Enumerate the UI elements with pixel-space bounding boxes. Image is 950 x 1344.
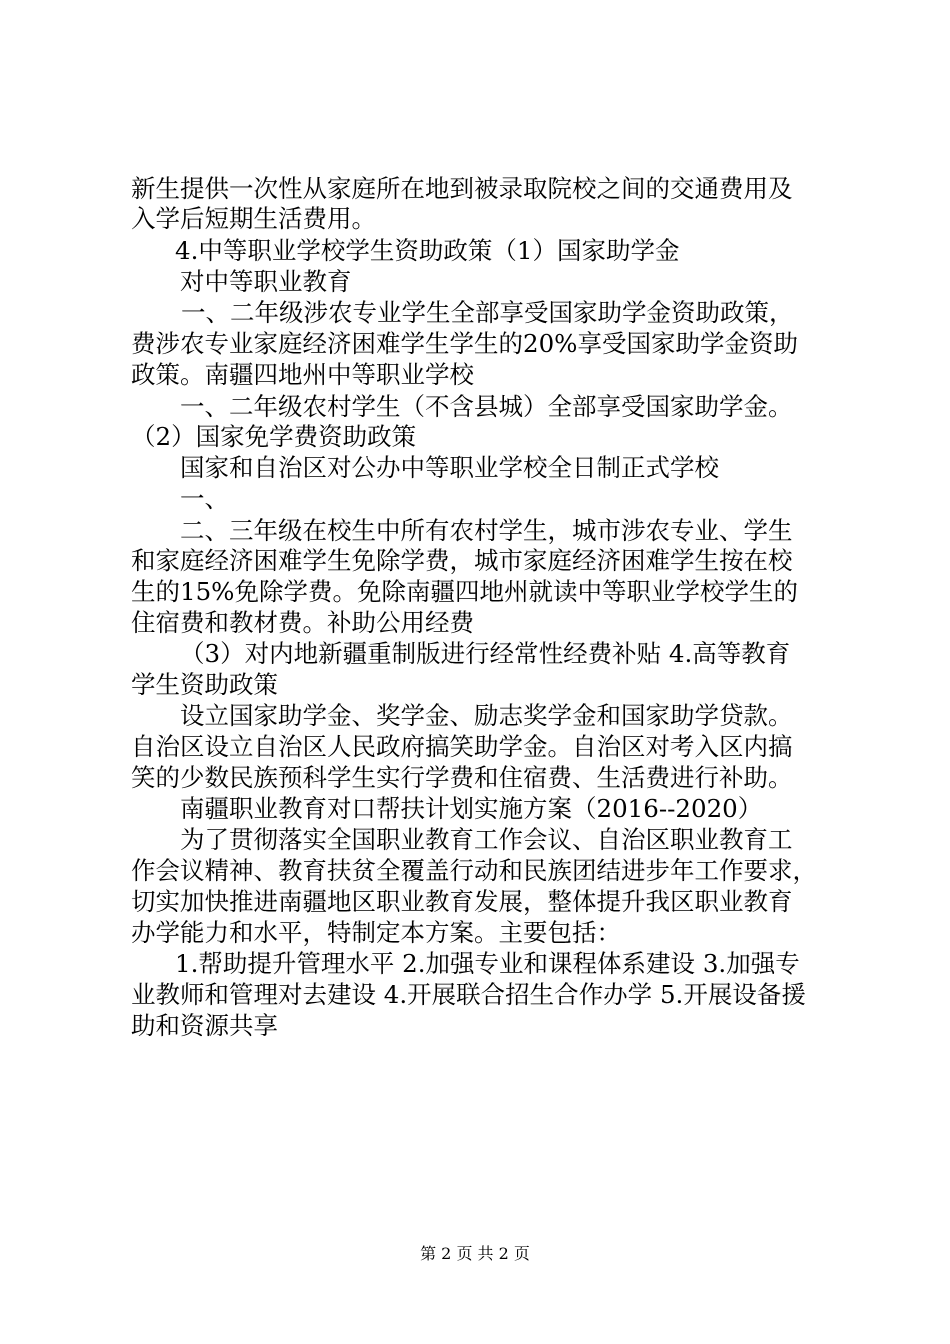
page-footer (0, 1243, 950, 1265)
text-line: 新生提供一次性从家庭所在地到被录取院校之间的交通费用及 (131, 174, 793, 203)
text-line: （2）国家免学费资助政策 (131, 422, 417, 451)
text-line: 二、三年级在校生中所有农村学生，城市涉农专业、学生 (180, 516, 793, 545)
text-line: 助和资源共享 (131, 1011, 278, 1040)
text-line: 一、 (180, 484, 229, 513)
text-line: （3）对内地新疆重制版进行经常性经费补贴 4.高等教育 (180, 639, 791, 668)
text-line: 4.中等职业学校学生资助政策（1）国家助学金 (175, 236, 680, 265)
text-line: 生的15%免除学费。免除南疆四地州就读中等职业学校学生的 (131, 577, 798, 606)
text-line: 办学能力和水平，特制定本方案。主要包括： (131, 918, 621, 947)
page-number-label: 第 2 页 共 2 页 (420, 1244, 530, 1263)
text-line: 南疆职业教育对口帮扶计划实施方案（2016--2020） (180, 794, 763, 823)
text-line: 1.帮助提升管理水平 2.加强专业和课程体系建设 3.加强专 (175, 949, 800, 978)
text-line: 国家和自治区对公办中等职业学校全日制正式学校 (180, 453, 719, 482)
text-line: 笑的少数民族预科学生实行学费和住宿费、生活费进行补助。 (131, 763, 793, 792)
text-line: 一、二年级农村学生（不含县城）全部享受国家助学金。 (180, 392, 793, 421)
text-line: 和家庭经济困难学生免除学费，城市家庭经济困难学生按在校 (131, 546, 793, 575)
text-line: 业教师和管理对去建设 4.开展联合招生合作办学 5.开展设备援 (131, 980, 806, 1009)
text-line: 政策。南疆四地州中等职业学校 (131, 360, 474, 389)
text-line: 切实加快推进南疆地区职业教育发展，整体提升我区职业教育 (131, 887, 793, 916)
text-line: 对中等职业教育 (180, 267, 352, 296)
text-line: 入学后短期生活费用。 (131, 204, 376, 233)
text-line: 学生资助政策 (131, 670, 278, 699)
text-line: 自治区设立自治区人民政府搞笑助学金。自治区对考入区内搞 (131, 732, 793, 761)
text-line: 费涉农专业家庭经济困难学生学生的20%享受国家助学金资助 (131, 329, 798, 358)
text-line: 住宿费和教材费。补助公用经费 (131, 608, 474, 637)
text-line: 为了贯彻落实全国职业教育工作会议、自治区职业教育工 (180, 825, 793, 854)
text-line: 一、二年级涉农专业学生全部享受国家助学金资助政策， (181, 298, 794, 327)
text-line: 设立国家助学金、奖学金、励志奖学金和国家助学贷款。 (180, 701, 793, 730)
text-line: 作会议精神、教育扶贫全覆盖行动和民族团结进步年工作要求， (131, 856, 817, 885)
